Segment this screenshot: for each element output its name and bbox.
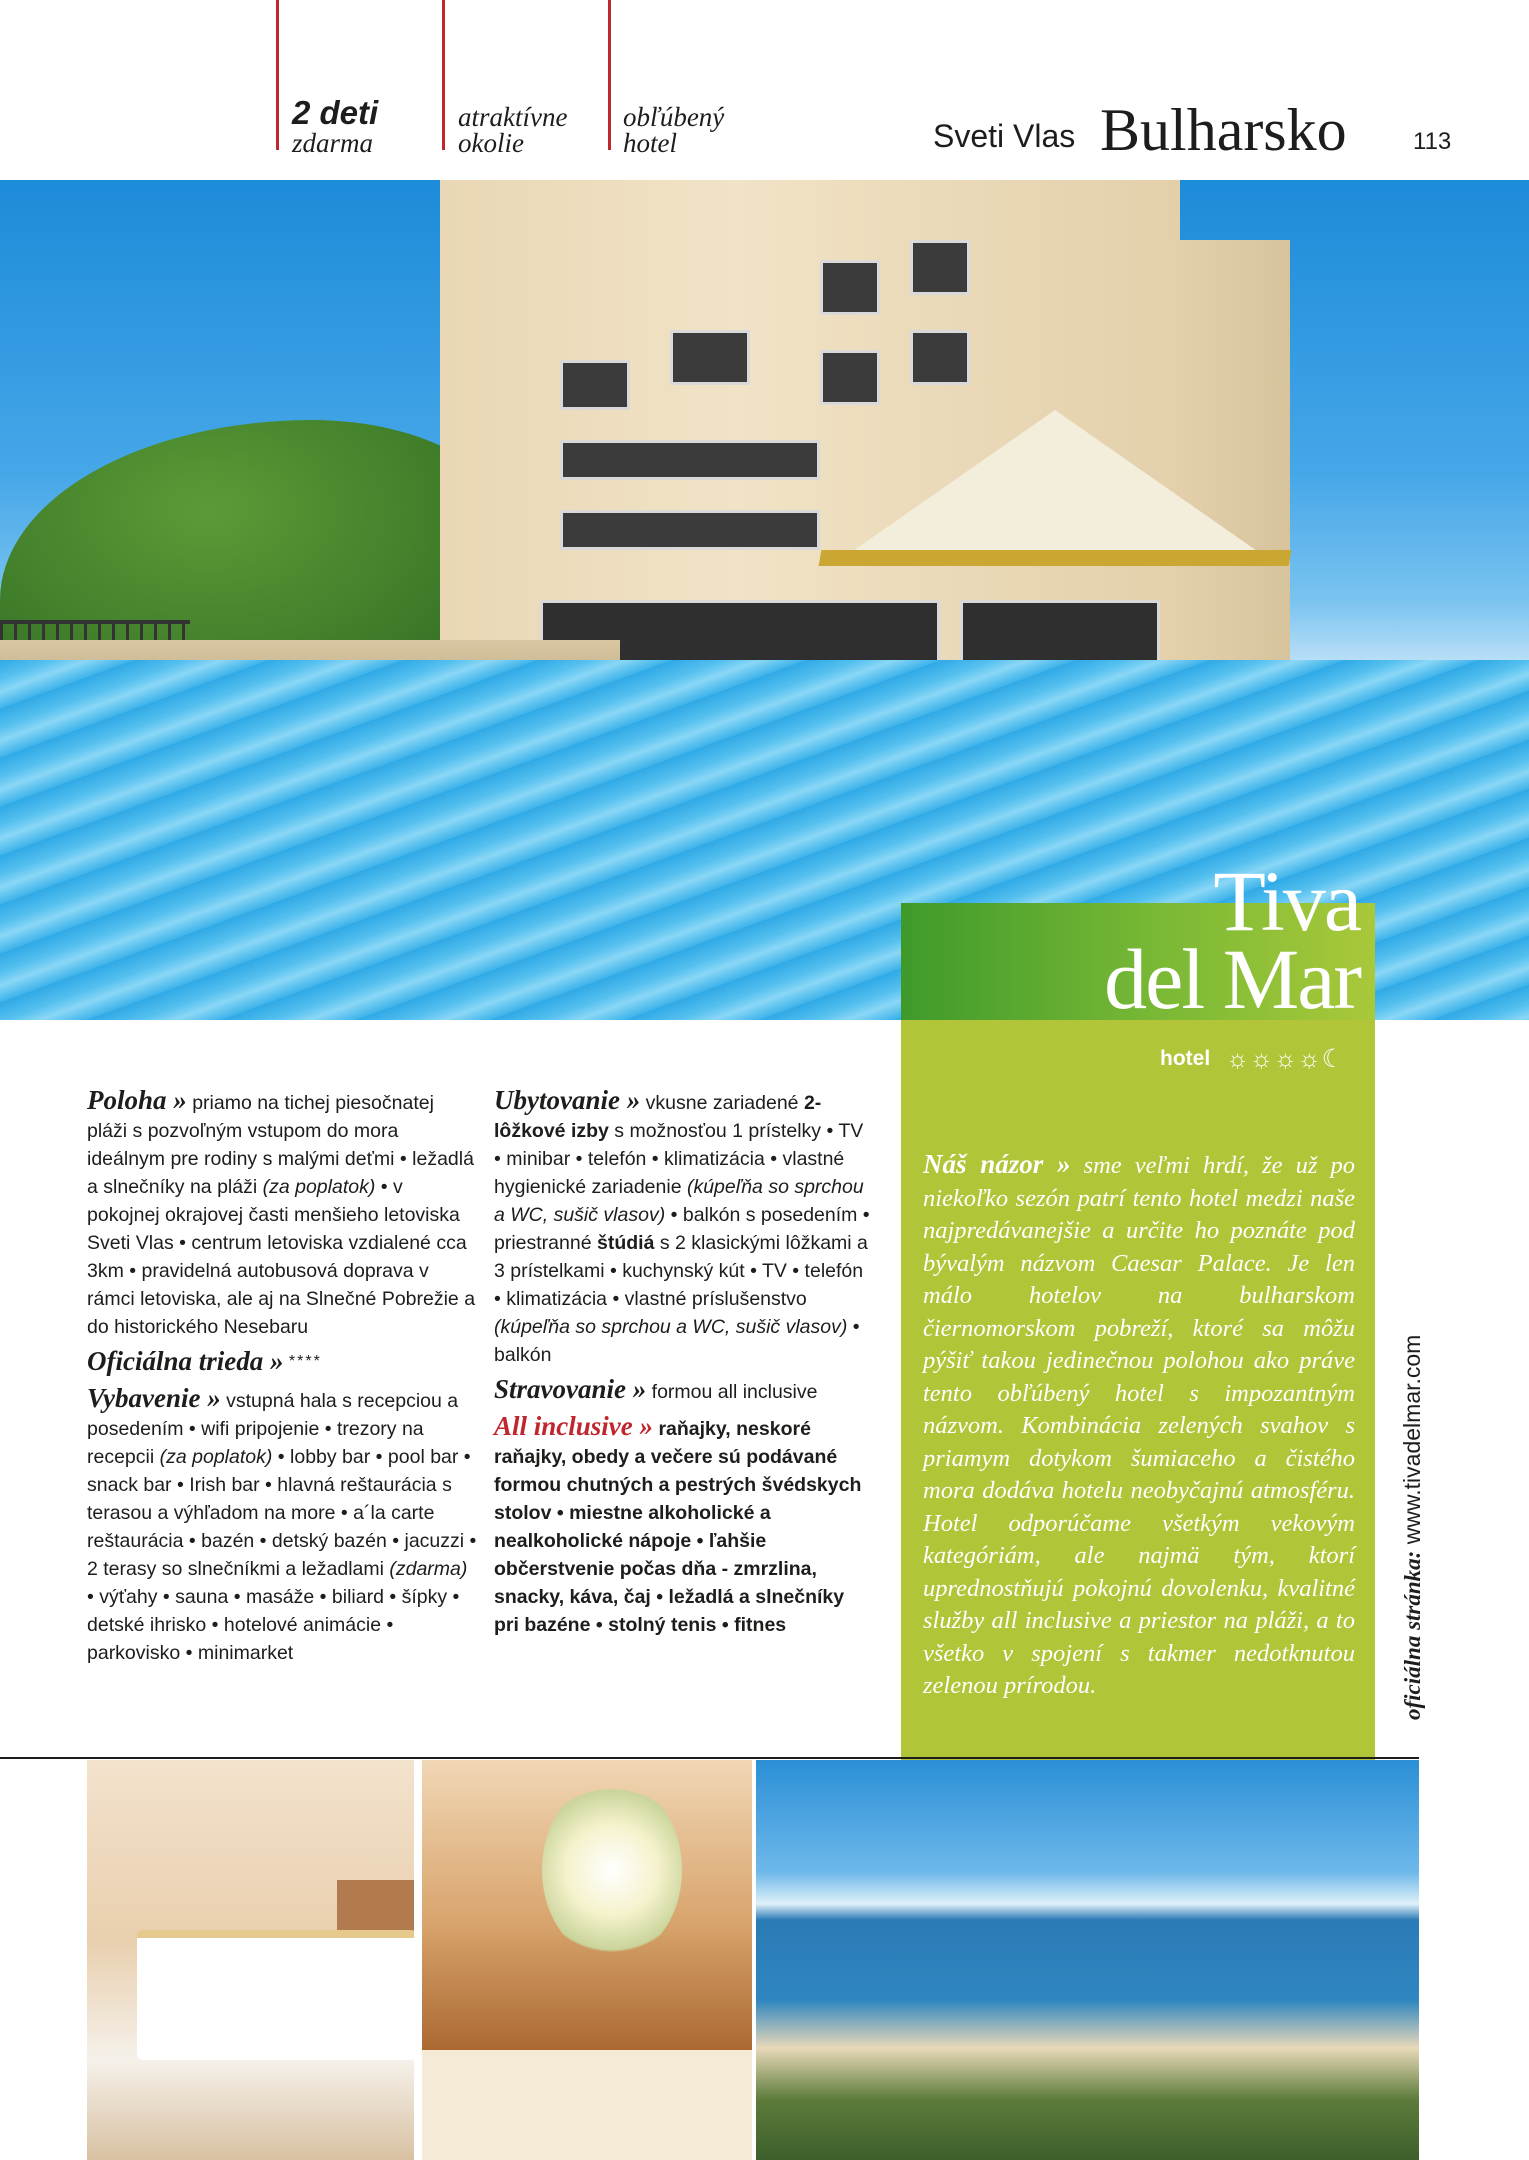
website-label: oficiálna stránka: bbox=[1400, 1550, 1425, 1720]
section-stravovanie bbox=[494, 1375, 874, 1406]
section-ubytovanie-text-7: s 2 klasickými lôžkami a 3 prístelkami • kuchynský kút • TV • telefón • klimatizácia • vlastné príslušenstvo bbox=[494, 1232, 868, 1310]
section-poloha-text-2: (za poplatok) bbox=[262, 1176, 376, 1198]
opinion-heading: Náš názor » bbox=[923, 1149, 1071, 1179]
section-ubytovanie-text-4: (kúpeľňa so sprchou a WC, sušič vlasov) bbox=[494, 1176, 864, 1226]
hotel-name-line1: Tiva bbox=[1213, 853, 1360, 949]
section-stravovanie-heading: Stravovanie » bbox=[494, 1374, 647, 1404]
pool-bar-canopy-rim bbox=[819, 550, 1292, 566]
section-ubytovanie-text-5: • balkón s posedením • priestranné bbox=[494, 1204, 870, 1254]
section-ubytovanie-text-6: štúdiá bbox=[596, 1232, 655, 1254]
tag-popular-line1: obľúbený bbox=[623, 102, 725, 132]
page-number: 113 bbox=[1413, 128, 1452, 155]
section-trieda-heading: Oficiálna trieda » bbox=[87, 1346, 284, 1376]
section-trieda bbox=[87, 1347, 477, 1378]
official-website bbox=[1399, 1335, 1426, 1720]
hotel-stars-icon: ☼☼☼☼☾ bbox=[1226, 1045, 1346, 1073]
section-ubytovanie-text-3: s možnosťou 1 prístelky • TV • minibar • telefón • klimatizácia • vlastné hygienické zariadenie bbox=[494, 1120, 864, 1198]
hotel-name-line2: del Mar bbox=[1104, 931, 1360, 1027]
section-vybavenie-text-1: vstupná hala s recepciou a posedením • wifi pripojenie • trezory na recepcii bbox=[87, 1390, 459, 1468]
section-vybavenie-text-4: (zdarma) bbox=[389, 1558, 468, 1580]
dining-table bbox=[422, 2050, 752, 2160]
hotel-category-label: hotel bbox=[1160, 1047, 1211, 1070]
photo-hotel-room bbox=[87, 1760, 414, 2160]
tag-popular-hotel bbox=[623, 104, 724, 156]
photo-restaurant-table bbox=[422, 1760, 752, 2160]
section-poloha-text-3: • v pokojnej okrajovej časti menšieho letoviska Sveti Vlas • centrum letoviska vzdialené cca 3km • pravidelná autobusová doprava v rámci letoviska, ale aj na Slnečné Pobrežie a do historického Nesebaru bbox=[87, 1176, 476, 1338]
section-trieda-stars-icon: **** bbox=[288, 1353, 322, 1370]
photo-beach-view bbox=[756, 1760, 1419, 2160]
website-url[interactable]: www.tivadelmar.com bbox=[1399, 1334, 1425, 1545]
header-city: Sveti Vlas bbox=[933, 118, 1076, 154]
text-column-1 bbox=[87, 1086, 477, 1673]
tag-kids-free-subtitle: zdarma bbox=[292, 128, 374, 158]
section-ubytovanie-text-8: (kúpeľňa so sprchou a WC, sušič vlasov) bbox=[494, 1316, 848, 1338]
section-vybavenie-heading: Vybavenie » bbox=[87, 1383, 221, 1413]
tag-kids-free-title: 2 deti bbox=[292, 94, 379, 131]
section-all-inclusive bbox=[494, 1412, 874, 1639]
section-vybavenie bbox=[87, 1384, 477, 1667]
bottom-divider bbox=[0, 1757, 1419, 1759]
section-poloha-text-1: priamo na tichej piesočnatej pláži s pozvoľným vstupom do mora ideálnym pre rodiny s malými deťmi • ležadlá a slnečníky na pláži bbox=[87, 1092, 474, 1198]
opinion-text bbox=[923, 1148, 1355, 1703]
section-stravovanie-text: formou all inclusive bbox=[651, 1381, 818, 1403]
section-vybavenie-text-3: • lobby bar • pool bar • snack bar • Irish bar • hlavná reštaurácia s terasou a výhľadom na more • a´la carte reštaurácia • bazén • detský bazén • jacuzzi • 2 terasy so slnečníkmi a ležadlami bbox=[87, 1446, 477, 1580]
header-country: Bulharsko bbox=[1100, 97, 1347, 163]
section-poloha bbox=[87, 1086, 477, 1341]
tag-attractive-line1: atraktívne bbox=[458, 102, 568, 132]
opinion-body: sme veľmi hrdí, že už po niekoľko sezón patrí tento hotel medzi naše najpredávanejšie a určite ho poznáte pod bývalým názvom Caesar Palace. Je len málo hotelov na bulharskom čiernomorskom pobreží, ktoré sa môžu pýšiť takou jedinečnou polohou ako práve tento obľúbený hotel s impozantným názvom. Kombinácia zelených svahov s priamym dotykom šumiaceho a čistého mora dodáva hotelu neobyčajnú atmosféru. Hotel odporúčame všetkým vekovým kategóriám, ale najmä tým, ktorí uprednostňujú pokojnú dovolenku, kvalitné služby all inclusive a priestor na pláži, a to všetko v spojení s takmer nedotknutou zelenou prírodou. bbox=[923, 1152, 1356, 1699]
tag-attractive-line2: okolie bbox=[458, 128, 524, 158]
section-ubytovanie-text-2: 2-lôžkové izby bbox=[494, 1092, 822, 1142]
section-ubytovanie bbox=[494, 1086, 874, 1369]
header-divider-3 bbox=[608, 0, 611, 150]
section-all-inclusive-heading: All inclusive » bbox=[494, 1411, 654, 1441]
text-column-2 bbox=[494, 1086, 874, 1645]
hotel-building-right bbox=[1160, 240, 1290, 720]
section-ubytovanie-heading: Ubytovanie » bbox=[494, 1085, 641, 1115]
tag-popular-line2: hotel bbox=[623, 128, 677, 158]
section-ubytovanie-text-1: vkusne zariadené bbox=[645, 1092, 804, 1114]
hotel-name bbox=[1000, 853, 1360, 1027]
flower-bouquet bbox=[542, 1780, 682, 1960]
tag-attractive-surroundings bbox=[458, 104, 567, 156]
section-poloha-heading: Poloha » bbox=[87, 1085, 187, 1115]
section-vybavenie-text-2: (za poplatok) bbox=[159, 1446, 273, 1468]
tag-kids-free bbox=[292, 96, 378, 156]
section-ubytovanie-text-9: • balkón bbox=[494, 1316, 860, 1366]
room-bed bbox=[137, 1930, 414, 2060]
header-divider-2 bbox=[442, 0, 445, 150]
section-vybavenie-text-5: • výťahy • sauna • masáže • biliard • šípky • detské ihrisko • hotelové animácie • parkovisko • minimarket bbox=[87, 1586, 460, 1664]
section-all-inclusive-text: raňajky, neskoré raňajky, obedy a večere sú podávané formou chutných a pestrých švédskych stolov • miestne alkoholické a nealkoholické nápoje • ľahšie občerstvenie počas dňa - zmrzlina, snacky, káva, čaj • ležadlá a slnečníky pri bazéne • stolný tenis • fitnes bbox=[494, 1418, 862, 1636]
header-divider-1 bbox=[276, 0, 279, 150]
